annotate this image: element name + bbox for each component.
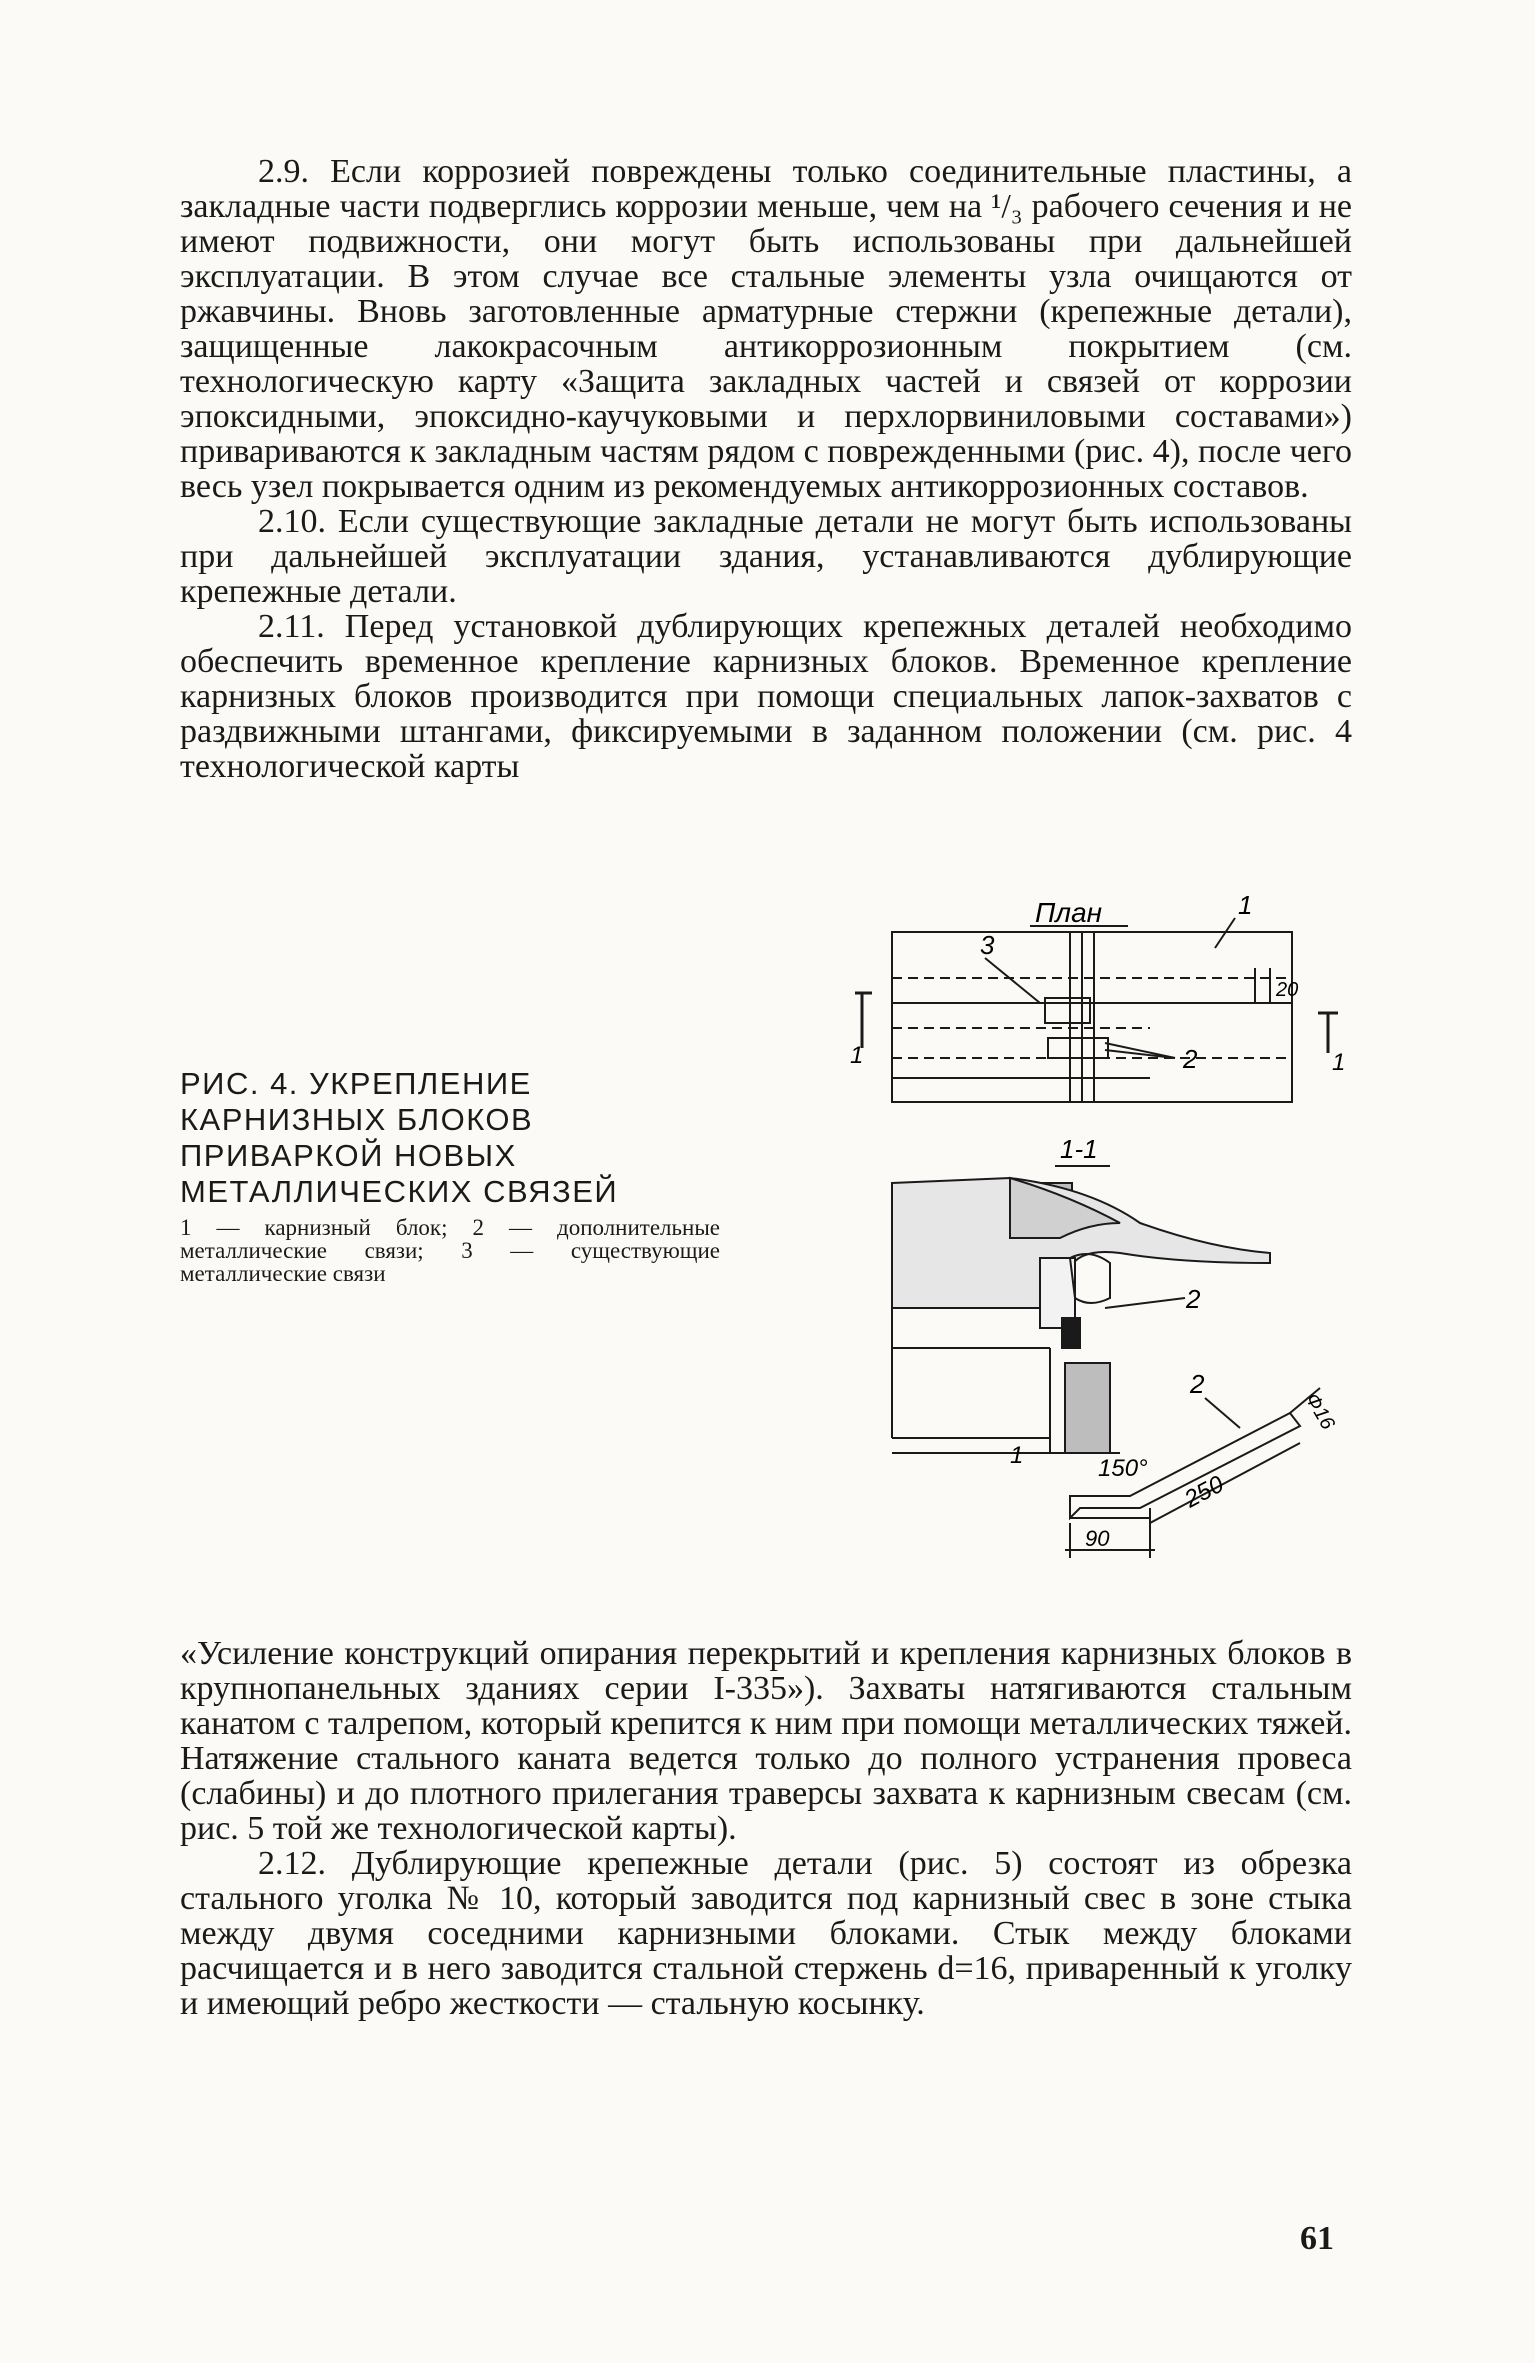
page-number: 61 xyxy=(1300,2220,1334,2257)
label-plan: План xyxy=(1035,897,1103,928)
dim-150: 150° xyxy=(1098,1455,1148,1482)
label-2-angle: 2 xyxy=(1190,1369,1205,1399)
figure-caption-title: РИС. 4. УКРЕПЛЕНИЕ КАРНИЗНЫХ БЛОКОВ ПРИВАРКОЙ НОВЫХ МЕТАЛЛИЧЕСКИХ СВЯЗЕЙ xyxy=(180,1066,619,1209)
plan-view xyxy=(855,918,1338,1102)
cornice-block-section xyxy=(892,1178,1270,1308)
text-block-top xyxy=(180,154,1352,784)
new-link-plate xyxy=(1048,1038,1108,1058)
label-2-section: 2 xyxy=(1186,1284,1201,1314)
paragraph-2-11: 2.11. Перед установкой дублирующих крепежных деталей необходимо обеспечить временное крепление карнизных блоков. Временное крепление карнизных блоков производится при помощи специальных лапок-захватов с раздвижными штангами, фиксируемыми в заданном положении (см. рис. 4 технологической карты xyxy=(180,608,1352,785)
paragraph-2-12: 2.12. Дублирующие крепежные детали (рис. 5) состоят из обрезка стального уголка № 10, который заводится под карнизный свес в зоне стыка между двумя соседними карнизными блоками. Стык между блоками расчищается и в него заводится стальной стержень d=16, приваренный к уголку и имеющий ребро жесткости — стальную косынку. xyxy=(180,1845,1352,2022)
existing-link-plate xyxy=(1045,998,1090,1023)
dim-20: 20 xyxy=(1276,979,1299,1001)
figure-caption-legend: 1 — карнизный блок; 2 — дополнительные металлические связи; 3 — существующие металлические связи xyxy=(180,1215,720,1286)
paragraph-2-10: 2.10. Если существующие закладные детали не могут быть использованы при дальнейшей эксплуатации здания, устанавливаются дублирующие крепежные детали. xyxy=(180,503,1352,610)
label-2-plan: 2 xyxy=(1183,1044,1198,1074)
label-1-section: 1 xyxy=(1010,1442,1024,1469)
label-section: 1-1 xyxy=(1060,1134,1098,1164)
figure-4-drawing xyxy=(850,878,1370,1558)
cut-mark-right: 1 xyxy=(1332,1049,1346,1076)
paragraph-continued: «Усиление конструкций опирания перекрытий и крепления карнизных блоков в крупнопанельных зданиях серии I-335»). Захваты натягиваются стальным канатом с талрепом, который крепится к ним при помощи металлических тяжей. Натяжение стального каната ведется только до полного устранения провеса (слабины) и до плотного прилегания траверсы захвата к карнизным свесам (см. рис. 5 той же технологической карты). xyxy=(180,1635,1352,1847)
paragraph-2-9: 2.9. Если коррозией повреждены только соединительные пластины, а закладные части подверглись коррозии меньше, чем на ¹/₃ рабочего сечения и не имеют подвижности, они могут быть использованы при дальнейшей эксплуатации. В этом случае все стальные элементы узла очищаются от ржавчины. Вновь заготовленные арматурные стержни (крепежные детали), защищенные лакокрасочным антикоррозионным покрытием (см. технологическую карту «Защита закладных частей и связей от коррозии эпоксидными, эпоксидно-каучуковыми и перхлорвиниловыми составами») привариваются к закладным частям рядом с поврежденными (рис. 4), после чего весь узел покрывается одним из рекомендуемых антикоррозионных составов. xyxy=(180,153,1352,505)
label-1-plan: 1 xyxy=(1238,890,1253,920)
section-view xyxy=(892,1178,1270,1453)
dim-250: 250 xyxy=(1180,1470,1229,1514)
figure-caption xyxy=(180,1066,720,1285)
plan-outline xyxy=(892,932,1292,1102)
text-block-bottom xyxy=(180,1636,1352,2021)
cut-mark-left: 1 xyxy=(850,1042,864,1069)
wall-panel xyxy=(1065,1363,1110,1453)
figure-4-svg xyxy=(850,878,1370,1558)
dim-90: 90 xyxy=(1085,1526,1110,1551)
dim-phi16: Ф16 xyxy=(1300,1389,1339,1434)
label-3: 3 xyxy=(980,930,995,960)
